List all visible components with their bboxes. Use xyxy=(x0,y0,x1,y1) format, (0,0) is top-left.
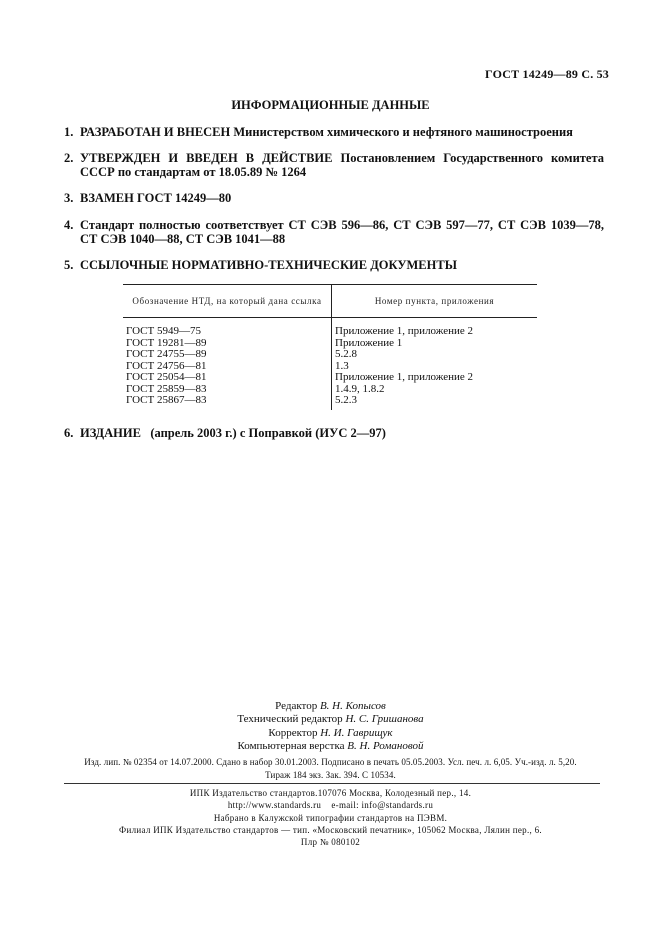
document-cell: ГОСТ 24755—89 xyxy=(123,349,332,361)
clause-cell: 1.4.9, 1.8.2 xyxy=(335,382,385,395)
document-cell: ГОСТ 19281—89 xyxy=(123,338,332,350)
item-text: Министерством химического и нефтяного машиностроения xyxy=(230,125,573,139)
item-text: Постановлением Государственного комитета СССР по стандартам от 18.05.89 № 1264 xyxy=(80,151,604,179)
clause-cell: Приложение 1, приложение 2 xyxy=(335,325,474,337)
info-item-1 xyxy=(64,125,604,139)
publisher-line: Филиал ИПК Издательство стандартов — тип. «Московский печатник», 105062 Москва, Лялин пер., 6. xyxy=(119,824,542,835)
document-cell: ГОСТ 5949—75 xyxy=(123,326,332,338)
publication-info-line: Изд. лип. № 02354 от 14.07.2000. Сдано в набор 30.01.2003. Подписано в печать 05.05.2003. Усл. печ. л. 6,05. Уч.-изд. л. 5,20. xyxy=(84,757,577,767)
clause-cell: 5.2.3 xyxy=(335,394,357,406)
publisher-line: Плр № 080102 xyxy=(300,837,361,848)
credit-name: Н. С. Гришанова xyxy=(345,713,424,726)
item-number: 6. xyxy=(64,426,74,440)
credit-name: В. Н. Копысов xyxy=(319,700,386,712)
editorial-credits xyxy=(0,700,661,753)
item-lead: УТВЕРЖДЕН И ВВЕДЕН В ДЕЙСТВИЕ xyxy=(80,151,333,165)
column-header-clause: Номер пункта, приложения xyxy=(374,296,495,306)
credit-role: Корректор xyxy=(268,726,321,739)
divider xyxy=(64,783,600,784)
info-item-4 xyxy=(64,218,604,246)
info-item-5 xyxy=(64,258,604,272)
publisher-line: ИПК Издательство стандартов.107076 Москва, Колодезный пер., 14. xyxy=(189,788,472,798)
credit-layout xyxy=(0,740,661,753)
document-cell: ГОСТ 25859—83 xyxy=(123,384,332,396)
item-text: Стандарт полностью соответствует СТ СЭВ 596—86, СТ СЭВ 597—77, СТ СЭВ 1039—78, СТ СЭВ 1040—88, СТ СЭВ 1041—88 xyxy=(80,218,604,246)
credit-editor xyxy=(0,700,661,713)
reference-documents-table xyxy=(123,284,537,410)
item-lead: ССЫЛОЧНЫЕ НОРМАТИВНО-ТЕХНИЧЕСКИЕ ДОКУМЕНТЫ xyxy=(80,258,457,272)
item-number: 4. xyxy=(64,218,74,232)
publisher-line: Набрано в Калужской типографии стандартов на ПЭВМ. xyxy=(213,812,448,823)
table-header-row xyxy=(123,285,537,318)
credit-role: Редактор xyxy=(275,700,320,712)
publication-info-line: Тираж 184 экз. Зак. 394. С 10534. xyxy=(265,770,396,780)
table-row xyxy=(123,395,537,410)
clause-cell: 1.3 xyxy=(335,359,349,372)
item-text: (апрель 2003 г.) с Поправкой (ИУС 2—97) xyxy=(140,426,386,440)
document-cell: ГОСТ 24756—81 xyxy=(123,361,332,373)
item-number: 5. xyxy=(64,258,74,272)
credit-proofreader xyxy=(0,727,661,740)
item-lead: РАЗРАБОТАН И ВНЕСЕН xyxy=(80,125,231,139)
page-header-code: ГОСТ 14249—89 С. 53 xyxy=(485,67,609,81)
item-number: 2. xyxy=(64,151,74,165)
credit-role: Компьютерная верстка xyxy=(237,739,348,752)
info-item-3 xyxy=(64,191,604,205)
item-lead: ИЗДАНИЕ xyxy=(80,426,141,440)
item-number: 1. xyxy=(64,125,74,139)
credit-role: Технический редактор xyxy=(237,713,346,726)
document-cell: ГОСТ 25867—83 xyxy=(123,395,332,410)
item-number: 3. xyxy=(64,191,74,205)
table-row xyxy=(123,372,537,384)
item-lead: ВЗАМЕН ГОСТ 14249—80 xyxy=(80,191,232,205)
info-item-2 xyxy=(64,151,604,179)
credit-name: Н. И. Гаврищук xyxy=(320,726,393,739)
publication-info xyxy=(0,756,661,782)
credit-name: В. Н. Романовой xyxy=(347,739,424,752)
column-header-document: Обозначение НТД, на который дана ссылка xyxy=(123,285,332,318)
publisher-info xyxy=(0,787,661,848)
table-row xyxy=(123,326,537,338)
page-title: ИНФОРМАЦИОННЫЕ ДАННЫЕ xyxy=(231,98,430,112)
table-row xyxy=(123,349,537,361)
clause-cell: Приложение 1 xyxy=(335,336,403,349)
clause-cell: 5.2.8 xyxy=(335,348,357,360)
clause-cell: Приложение 1, приложение 2 xyxy=(335,371,474,383)
publisher-line: http://www.standards.ru e-mail: info@standards.ru xyxy=(227,800,434,811)
credit-technical-editor xyxy=(0,713,661,726)
info-item-6 xyxy=(64,426,604,440)
document-cell: ГОСТ 25054—81 xyxy=(123,372,332,384)
